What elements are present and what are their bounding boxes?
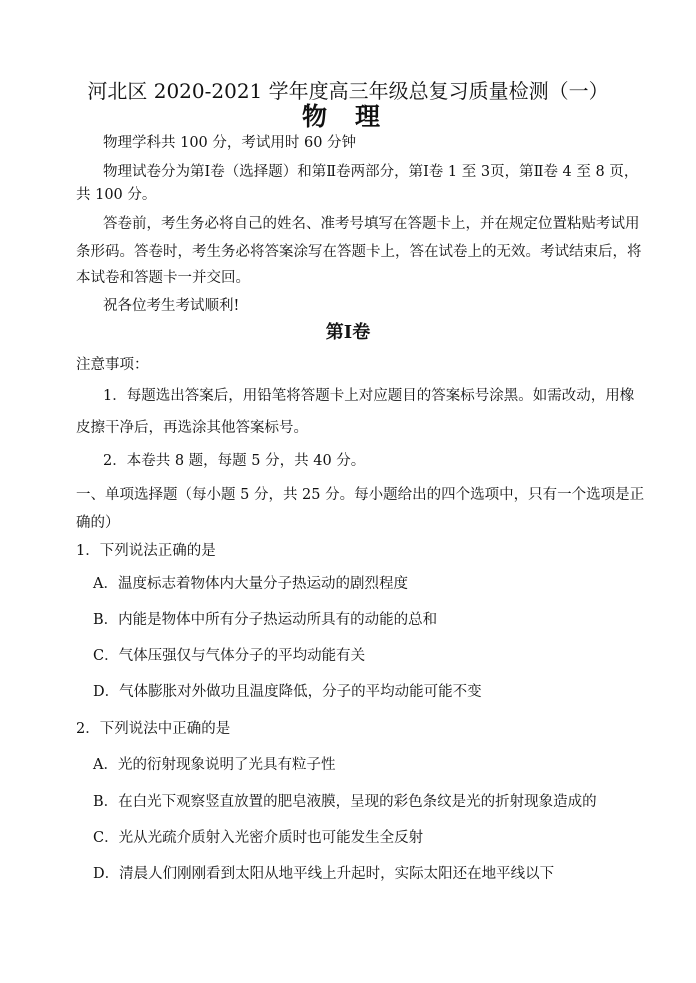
- subject-title: 物理: [301, 102, 408, 131]
- intro-line-instructions-3: 本试卷和答题卡一并交回。: [76, 270, 250, 286]
- question-1-option-a: A．温度标志着物体内大量分子热运动的剧烈程度: [93, 576, 408, 592]
- intro-line-score: 物理学科共 100 分，考试用时 60 分钟: [103, 135, 357, 151]
- note-1-line-2: 皮擦干净后，再选涂其他答案标号。: [76, 420, 308, 436]
- question-2-option-c: C．光从光疏介质射入光密介质时也可能发生全反射: [93, 830, 424, 846]
- note-1-line-1: 1．每题选出答案后，用铅笔将答题卡上对应题目的答案标号涂黑。如需改动，用橡: [103, 388, 635, 404]
- question-2-option-a: A．光的衍射现象说明了光具有粒子性: [93, 757, 336, 773]
- section-heading-line-1: 一、单项选择题（每小题 5 分，共 25 分。每小题给出的四个选项中，只有一个选项是正: [76, 487, 645, 503]
- intro-line-structure: 物理试卷分为第Ⅰ卷（选择题）和第Ⅱ卷两部分，第Ⅰ卷 1 至 3页，第Ⅱ卷 4 至 8 页，: [103, 164, 639, 180]
- question-1-option-c: C．气体压强仅与气体分子的平均动能有关: [93, 648, 366, 664]
- question-2-stem: 2．下列说法中正确的是: [76, 721, 231, 737]
- question-2-option-b: B．在白光下观察竖直放置的肥皂液膜，呈现的彩色条纹是光的折射现象造成的: [93, 794, 597, 810]
- intro-line-good-luck: 祝各位考生考试顺利!: [103, 298, 240, 314]
- exam-title: 河北区 2020-2021 学年度高三年级总复习质量检测（一）: [87, 79, 609, 103]
- intro-line-instructions-1: 答卷前，考生务必将自己的姓名、准考号填写在答题卡上，并在规定位置粘贴考试用: [103, 216, 640, 232]
- question-1-option-d: D．气体膨胀对外做功且温度降低，分子的平均动能可能不变: [93, 684, 482, 700]
- question-1-option-b: B．内能是物体中所有分子热运动所具有的动能的总和: [93, 612, 438, 628]
- part-heading: 第Ⅰ卷: [325, 322, 371, 343]
- note-2: 2．本卷共 8 题，每题 5 分，共 40 分。: [103, 453, 366, 469]
- intro-line-instructions-2: 条形码。答卷时，考生务必将答案涂写在答题卡上，答在试卷上的无效。考试结束后，将: [76, 244, 642, 260]
- question-2-option-d: D．清晨人们刚刚看到太阳从地平线上升起时，实际太阳还在地平线以下: [93, 866, 555, 882]
- section-heading-line-2: 确的）: [76, 515, 120, 531]
- intro-line-total: 共 100 分。: [76, 187, 157, 203]
- question-1-stem: 1．下列说法正确的是: [76, 543, 216, 559]
- notes-label: 注意事项：: [76, 357, 149, 373]
